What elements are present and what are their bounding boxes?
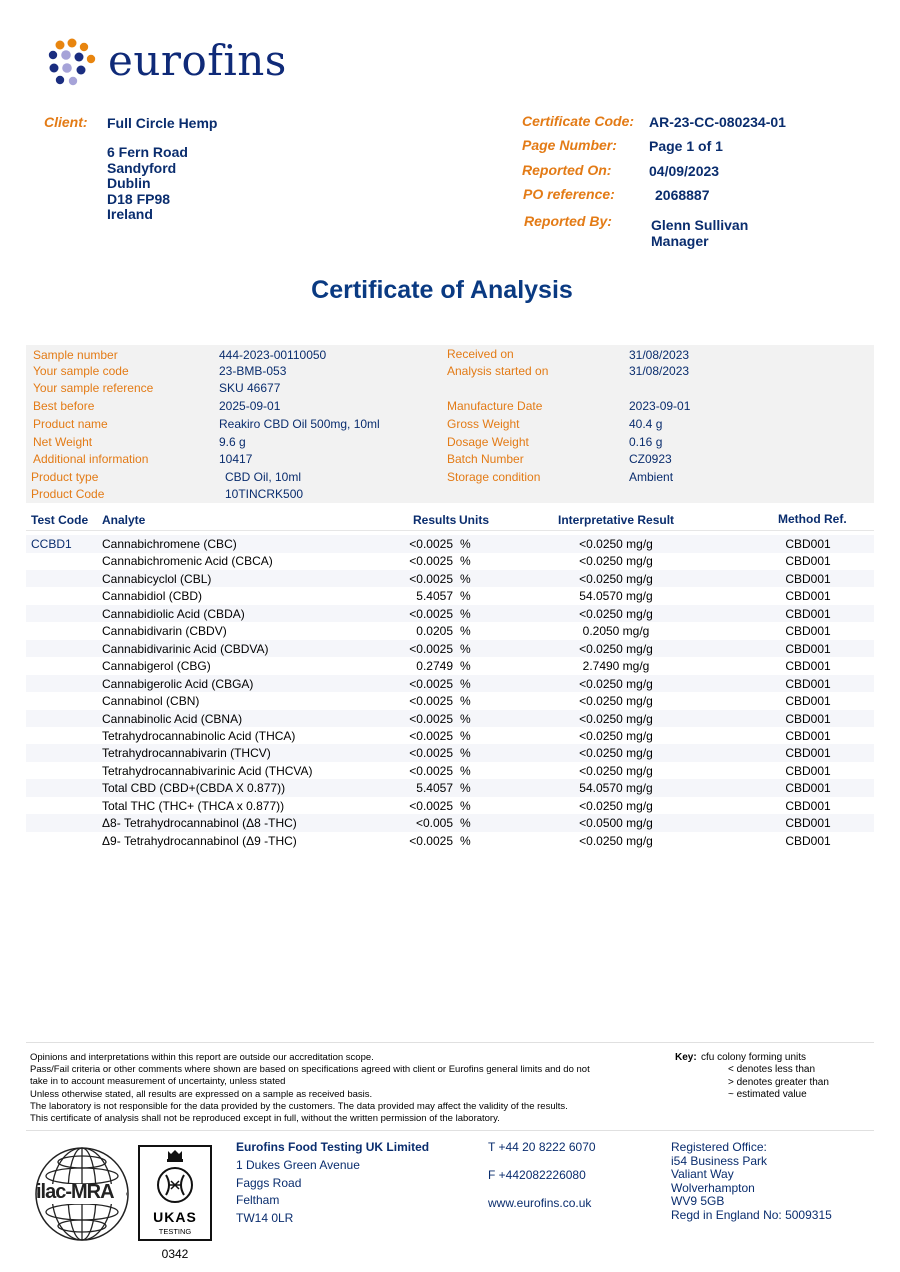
interpretative-cell: <0.0250 mg/g <box>579 798 653 813</box>
registered-line: Valiant Way <box>671 1167 734 1181</box>
sample-value: 10417 <box>219 452 253 466</box>
sample-label: Product type <box>31 470 99 484</box>
reported-by-name: Glenn Sullivan <box>651 217 749 233</box>
unit-cell: % <box>460 833 471 848</box>
result-cell: <0.0025 <box>409 833 453 848</box>
interpretative-cell: <0.0250 mg/g <box>579 746 653 761</box>
sample-label: Analysis started on <box>447 364 549 378</box>
unit-cell: % <box>460 781 471 796</box>
ukas-crown-icon <box>140 1147 210 1209</box>
analyte-cell: Cannabidiol (CBD) <box>102 589 203 604</box>
table-row <box>26 797 874 815</box>
analyte-cell: Cannabicyclol (CBL) <box>102 571 212 586</box>
sample-label: Product name <box>33 417 108 431</box>
certificate-code: AR-23-CC-080234-01 <box>649 114 786 130</box>
method-cell: CBD001 <box>785 816 831 831</box>
analyte-cell: Cannabigerol (CBG) <box>102 659 211 674</box>
company-address-line: Feltham <box>236 1193 280 1207</box>
sample-value: 40.4 g <box>629 417 663 431</box>
table-row <box>26 535 874 553</box>
key-label: Key: <box>675 1052 697 1063</box>
result-cell: <0.0025 <box>409 711 453 726</box>
result-cell: 5.4057 <box>416 589 453 604</box>
company-address-line: 1 Dukes Green Avenue <box>236 1158 360 1172</box>
interpretative-cell: <0.0250 mg/g <box>579 554 653 569</box>
analyte-cell: Δ8- Tetrahydrocannabinol (Δ8 -THC) <box>102 816 297 831</box>
footer-note: This certificate of analysis shall not be reproduced except in full, without the written permission of the laboratory. <box>30 1113 500 1125</box>
unit-cell: % <box>460 589 471 604</box>
unit-cell: % <box>460 641 471 656</box>
interpretative-cell: <0.0250 mg/g <box>579 537 653 551</box>
registered-line: WV9 5GB <box>671 1194 725 1208</box>
method-cell: CBD001 <box>785 781 831 796</box>
reported-on-label: Reported On: <box>522 162 612 178</box>
sample-label: Additional information <box>33 452 149 466</box>
unit-cell: % <box>460 816 471 831</box>
interpretative-cell: 0.2050 mg/g <box>582 624 650 639</box>
client-name: Full Circle Hemp <box>107 115 218 131</box>
result-cell: <0.0025 <box>409 694 453 709</box>
sample-value: 31/08/2023 <box>629 348 690 362</box>
method-cell: CBD001 <box>785 606 831 621</box>
page-number-label: Page Number: <box>522 137 617 153</box>
footer-divider <box>26 1042 874 1043</box>
key-item: > denotes greater than <box>728 1077 829 1088</box>
header-units: Units <box>459 513 489 527</box>
analyte-cell: Tetrahydrocannabivarin (THCV) <box>102 746 271 761</box>
result-cell: <0.0025 <box>409 676 453 691</box>
table-row <box>26 692 874 710</box>
table-row <box>26 605 874 623</box>
interpretative-cell: 2.7490 mg/g <box>582 659 650 674</box>
company-website-link[interactable]: www.eurofins.co.uk <box>488 1196 592 1210</box>
table-row <box>26 744 874 762</box>
client-address <box>107 145 188 223</box>
page-number: Page 1 of 1 <box>649 138 723 154</box>
method-cell: CBD001 <box>785 728 831 743</box>
ilac-text: ilac-MRA <box>36 1181 114 1203</box>
method-cell: CBD001 <box>785 554 831 569</box>
registered-office <box>671 1141 832 1222</box>
eurofins-logo-mark <box>46 38 106 88</box>
client-address-line: Dublin <box>107 175 151 192</box>
company-address-line: Faggs Road <box>236 1175 302 1190</box>
table-row <box>26 762 874 780</box>
client-label: Client: <box>44 114 88 130</box>
table-row <box>26 710 874 728</box>
method-cell: CBD001 <box>785 659 831 674</box>
footer-notes <box>30 1052 670 1125</box>
table-row <box>26 779 874 797</box>
key-item: cfu colony forming units <box>701 1052 807 1063</box>
table-row <box>26 622 874 640</box>
reported-by-label: Reported By: <box>524 213 612 229</box>
header-results: Results <box>413 513 457 527</box>
result-cell: 5.4057 <box>416 781 453 796</box>
sample-label: Storage condition <box>447 470 541 484</box>
sample-value: 10TINCRK500 <box>225 487 304 501</box>
table-row <box>26 587 874 605</box>
analyte-cell: Tetrahydrocannabivarinic Acid (THCVA) <box>102 763 313 778</box>
result-cell: <0.0025 <box>409 571 453 586</box>
table-row <box>26 570 874 588</box>
sample-value: CBD Oil, 10ml <box>225 470 302 484</box>
analyte-cell: Cannabichromenic Acid (CBCA) <box>102 554 273 569</box>
analyte-cell: Cannabigerolic Acid (CBGA) <box>102 676 254 691</box>
key-item: < denotes less than <box>728 1064 816 1075</box>
result-cell: 0.0205 <box>416 624 453 639</box>
analyte-cell: Δ9- Tetrahydrocannabinol (Δ9 -THC) <box>102 833 297 848</box>
result-cell: <0.0025 <box>409 763 453 778</box>
interpretative-cell: <0.0250 mg/g <box>579 641 653 656</box>
table-row <box>26 675 874 693</box>
sample-value: SKU 46677 <box>219 381 281 395</box>
interpretative-cell: <0.0250 mg/g <box>579 711 653 726</box>
method-cell: CBD001 <box>785 711 831 726</box>
result-cell: <0.0025 <box>409 641 453 656</box>
client-address-line: Ireland <box>107 206 153 223</box>
method-cell: CBD001 <box>785 624 831 639</box>
footer-note: take in to account measurement of uncertainty, unless stated <box>30 1076 286 1088</box>
brand-name: eurofins <box>108 36 287 85</box>
header-test-code: Test Code <box>31 513 89 527</box>
client-address-line: Sandyford <box>107 159 177 176</box>
registered-line: Wolverhampton <box>671 1180 755 1195</box>
interpretative-cell: <0.0250 mg/g <box>579 833 653 848</box>
unit-cell: % <box>460 571 471 586</box>
table-header-divider <box>26 530 874 531</box>
header-method: Method Ref. <box>778 512 847 526</box>
ukas-text: UKAS <box>153 1209 197 1225</box>
footer-note: Unless otherwise stated, all results are expressed on a sample as received basis. <box>30 1088 373 1100</box>
registered-line: i54 Business Park <box>671 1153 768 1168</box>
table-row <box>26 832 874 850</box>
unit-cell: % <box>460 728 471 743</box>
result-cell: <0.0025 <box>409 554 453 569</box>
sample-label: Net Weight <box>33 435 93 449</box>
unit-cell: % <box>460 798 471 813</box>
method-cell: CBD001 <box>785 763 831 778</box>
ukas-sub: TESTING <box>158 1227 192 1236</box>
company-fax: F +442082226080 <box>488 1168 586 1182</box>
analyte-cell: Tetrahydrocannabinolic Acid (THCA) <box>102 728 296 743</box>
interpretative-cell: 54.0570 mg/g <box>579 781 653 796</box>
reported-by-role: Manager <box>651 233 709 249</box>
sample-label: Dosage Weight <box>447 435 529 449</box>
analyte-cell: Cannabidivarin (CBDV) <box>102 624 227 639</box>
table-row <box>26 814 874 832</box>
sample-label: Batch Number <box>447 452 524 466</box>
method-cell: CBD001 <box>785 537 831 551</box>
sample-value: CZ0923 <box>629 452 672 466</box>
sample-value: 444-2023-00110050 <box>219 348 327 362</box>
client-address-line: 6 Fern Road <box>107 144 188 160</box>
company-address-line: TW14 0LR <box>236 1210 294 1225</box>
po-reference: 2068887 <box>655 187 710 203</box>
unit-cell: % <box>460 659 471 674</box>
result-cell: <0.005 <box>415 816 453 831</box>
unit-cell: % <box>460 694 471 709</box>
method-cell: CBD001 <box>785 589 831 604</box>
method-cell: CBD001 <box>785 798 831 813</box>
sample-value: 9.6 g <box>219 435 246 449</box>
header-analyte: Analyte <box>102 513 146 527</box>
reported-on: 04/09/2023 <box>649 163 720 179</box>
header-interpretative: Interpretative Result <box>558 513 675 527</box>
sample-value: 2023-09-01 <box>629 399 691 413</box>
method-cell: CBD001 <box>785 676 831 691</box>
unit-cell: % <box>460 554 471 569</box>
sample-label: Your sample reference <box>33 381 154 395</box>
sample-value: 23-BMB-053 <box>219 364 287 378</box>
footer-note: Opinions and interpretations within this report are outside our accreditation scope. <box>30 1052 374 1063</box>
interpretative-cell: <0.0250 mg/g <box>579 571 653 586</box>
unit-cell: % <box>460 624 471 639</box>
test-code-cell: CCBD1 <box>31 537 72 551</box>
sample-label: Your sample code <box>33 364 129 378</box>
page-title: Certificate of Analysis <box>311 276 573 304</box>
result-cell: 0.2749 <box>416 659 453 674</box>
analyte-cell: Cannabichromene (CBC) <box>102 537 237 551</box>
sample-label: Manufacture Date <box>447 399 543 413</box>
analyte-cell: Cannabinol (CBN) <box>102 694 200 709</box>
interpretative-cell: <0.0250 mg/g <box>579 606 653 621</box>
sample-value: 0.16 g <box>629 435 663 449</box>
unit-cell: % <box>460 746 471 761</box>
sample-label: Product Code <box>31 487 105 501</box>
analyte-cell: Total THC (THC+ (THCA x 0.877)) <box>102 798 285 813</box>
footer-divider <box>26 1130 874 1131</box>
ukas-number: 0342 <box>161 1247 189 1261</box>
interpretative-cell: <0.0250 mg/g <box>579 676 653 691</box>
method-cell: CBD001 <box>785 694 831 709</box>
result-cell: <0.0025 <box>409 606 453 621</box>
analyte-cell: Cannabidivarinic Acid (CBDVA) <box>102 641 269 656</box>
analyte-cell: Total CBD (CBD+(CBDA X 0.877)) <box>102 781 286 796</box>
unit-cell: % <box>460 537 471 551</box>
certificate-code-label: Certificate Code: <box>522 113 635 129</box>
sample-label: Gross Weight <box>447 417 520 431</box>
po-reference-label: PO reference: <box>523 186 615 202</box>
result-cell: <0.0025 <box>409 798 453 813</box>
method-cell: CBD001 <box>785 571 831 586</box>
sample-label: Received on <box>447 347 514 361</box>
sample-value: Ambient <box>629 470 674 484</box>
unit-cell: % <box>460 711 471 726</box>
unit-cell: % <box>460 606 471 621</box>
interpretative-cell: <0.0250 mg/g <box>579 763 653 778</box>
method-cell: CBD001 <box>785 641 831 656</box>
result-cell: <0.0025 <box>409 746 453 761</box>
company-phone: T +44 20 8222 6070 <box>488 1140 596 1154</box>
unit-cell: % <box>460 763 471 778</box>
company-name: Eurofins Food Testing UK Limited <box>236 1140 430 1154</box>
interpretative-cell: <0.0250 mg/g <box>579 694 653 709</box>
sample-label: Best before <box>33 399 95 413</box>
registered-line: Regd in England No: 5009315 <box>671 1207 832 1222</box>
analyte-cell: Cannabidiolic Acid (CBDA) <box>102 606 245 621</box>
table-row <box>26 640 874 658</box>
interpretative-cell: <0.0250 mg/g <box>579 728 653 743</box>
key-item: ~ estimated value <box>728 1089 807 1100</box>
result-cell: <0.0025 <box>409 728 453 743</box>
registered-line: Registered Office: <box>671 1140 767 1154</box>
table-row <box>26 727 874 745</box>
client-address-line: D18 FP98 <box>107 190 171 207</box>
ukas-logo <box>138 1145 212 1241</box>
result-cell: <0.0025 <box>409 537 453 551</box>
table-row <box>26 552 874 570</box>
sample-value: 31/08/2023 <box>629 364 690 378</box>
method-cell: CBD001 <box>785 746 831 761</box>
sample-label: Sample number <box>33 348 118 362</box>
footer-note: Pass/Fail criteria or other comments where shown are based on specifications agreed with client or Eurofins general limits and do not <box>30 1064 590 1076</box>
unit-cell: % <box>460 676 471 691</box>
sample-value: 2025-09-01 <box>219 399 281 413</box>
method-cell: CBD001 <box>785 833 831 848</box>
sample-value: Reakiro CBD Oil 500mg, 10ml <box>219 417 380 431</box>
interpretative-cell: 54.0570 mg/g <box>579 589 653 604</box>
table-row <box>26 657 874 675</box>
company-address <box>236 1157 360 1227</box>
footer-note: The laboratory is not responsible for the data provided by the customers. The data provided may affect the validity of the results. <box>30 1100 568 1112</box>
interpretative-cell: <0.0500 mg/g <box>579 816 653 831</box>
analyte-cell: Cannabinolic Acid (CBNA) <box>102 711 243 726</box>
